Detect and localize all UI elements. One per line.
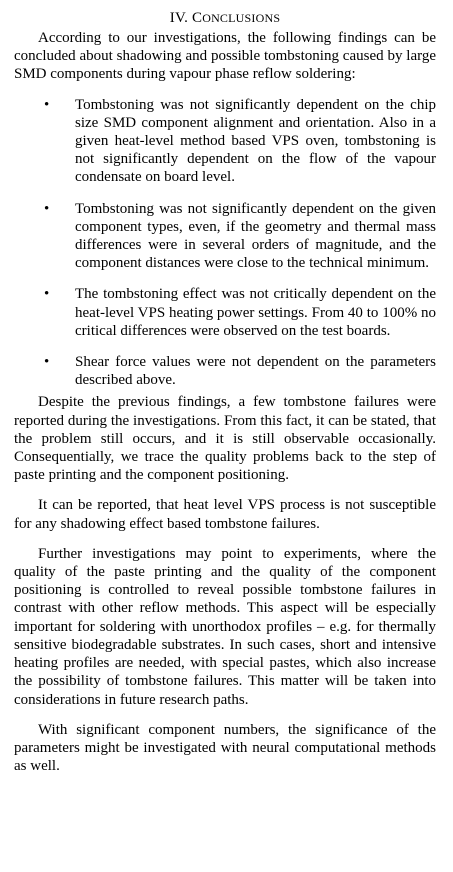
- finding-item: [14, 285, 436, 340]
- finding-text: Shear force values were not dependent on the parameters described above.: [75, 354, 436, 389]
- body-paragraph-neural: With significant component numbers, the significance of the parameters might be investigated with neural computational methods as well.: [14, 721, 436, 775]
- bullet-icon: •: [44, 200, 50, 217]
- intro-paragraph: According to our investigations, the following findings can be concluded about shadowing and possible tombstoning caused by large SMD components during vapour phase reflow soldering:: [14, 30, 436, 83]
- finding-item: [14, 200, 436, 273]
- bullet-icon: •: [44, 354, 50, 371]
- section-title-initial: C: [191, 10, 203, 26]
- finding-text: Tombstoning was not significantly dependent on the given component types, even, if the geometry and thermal mass differences were in several orders of magnitude, and the component distances were close to the technical minimum.: [75, 200, 436, 272]
- section-heading: [14, 9, 436, 27]
- bullet-icon: •: [44, 96, 50, 113]
- body-paragraph-failures: Despite the previous findings, a few tombstone failures were reported during the investigations. From this fact, it can be stated, that the problem still occurs, and it is still observable occasionally. Consequentially, we trace the quality problems back to the step of paste printing and the component positioning.: [14, 394, 436, 484]
- section-number: IV.: [169, 10, 192, 26]
- body-paragraph-vps: It can be reported, that heat level VPS process is not susceptible for any shadowing effect based tombstone failures.: [14, 497, 436, 532]
- body-paragraph-further: Further investigations may point to experiments, where the quality of the paste printing and the quality of the component positioning is controlled to reveal possible tombstone failures in contrast with other reflow methods. This aspect will be especially important for soldering with unorthodox profiles – e.g. for thermally sensitive biodegradable substrates. In such cases, short and intensive heating profiles are needed, with special pastes, which also increase the possibility of tombstone failures. This matter will be taken into considerations in future research paths.: [14, 545, 436, 708]
- section-title-smallcaps: ONCLUSIONS: [202, 11, 281, 25]
- document-page: [14, 9, 436, 775]
- finding-item: [14, 353, 436, 389]
- finding-text: The tombstoning effect was not critically dependent on the heat-level VPS heating power settings. From 40 to 100% no critical differences were observed on the test boards.: [75, 286, 436, 339]
- bullet-icon: •: [44, 286, 50, 303]
- findings-list: [14, 96, 436, 390]
- finding-item: [14, 96, 436, 187]
- finding-text: Tombstoning was not significantly dependent on the chip size SMD component alignment and orientation. Also in a given heat-level method based VPS oven, tombstoning is not significantly dependent on the flow of the vapour condensate on board level.: [75, 96, 436, 186]
